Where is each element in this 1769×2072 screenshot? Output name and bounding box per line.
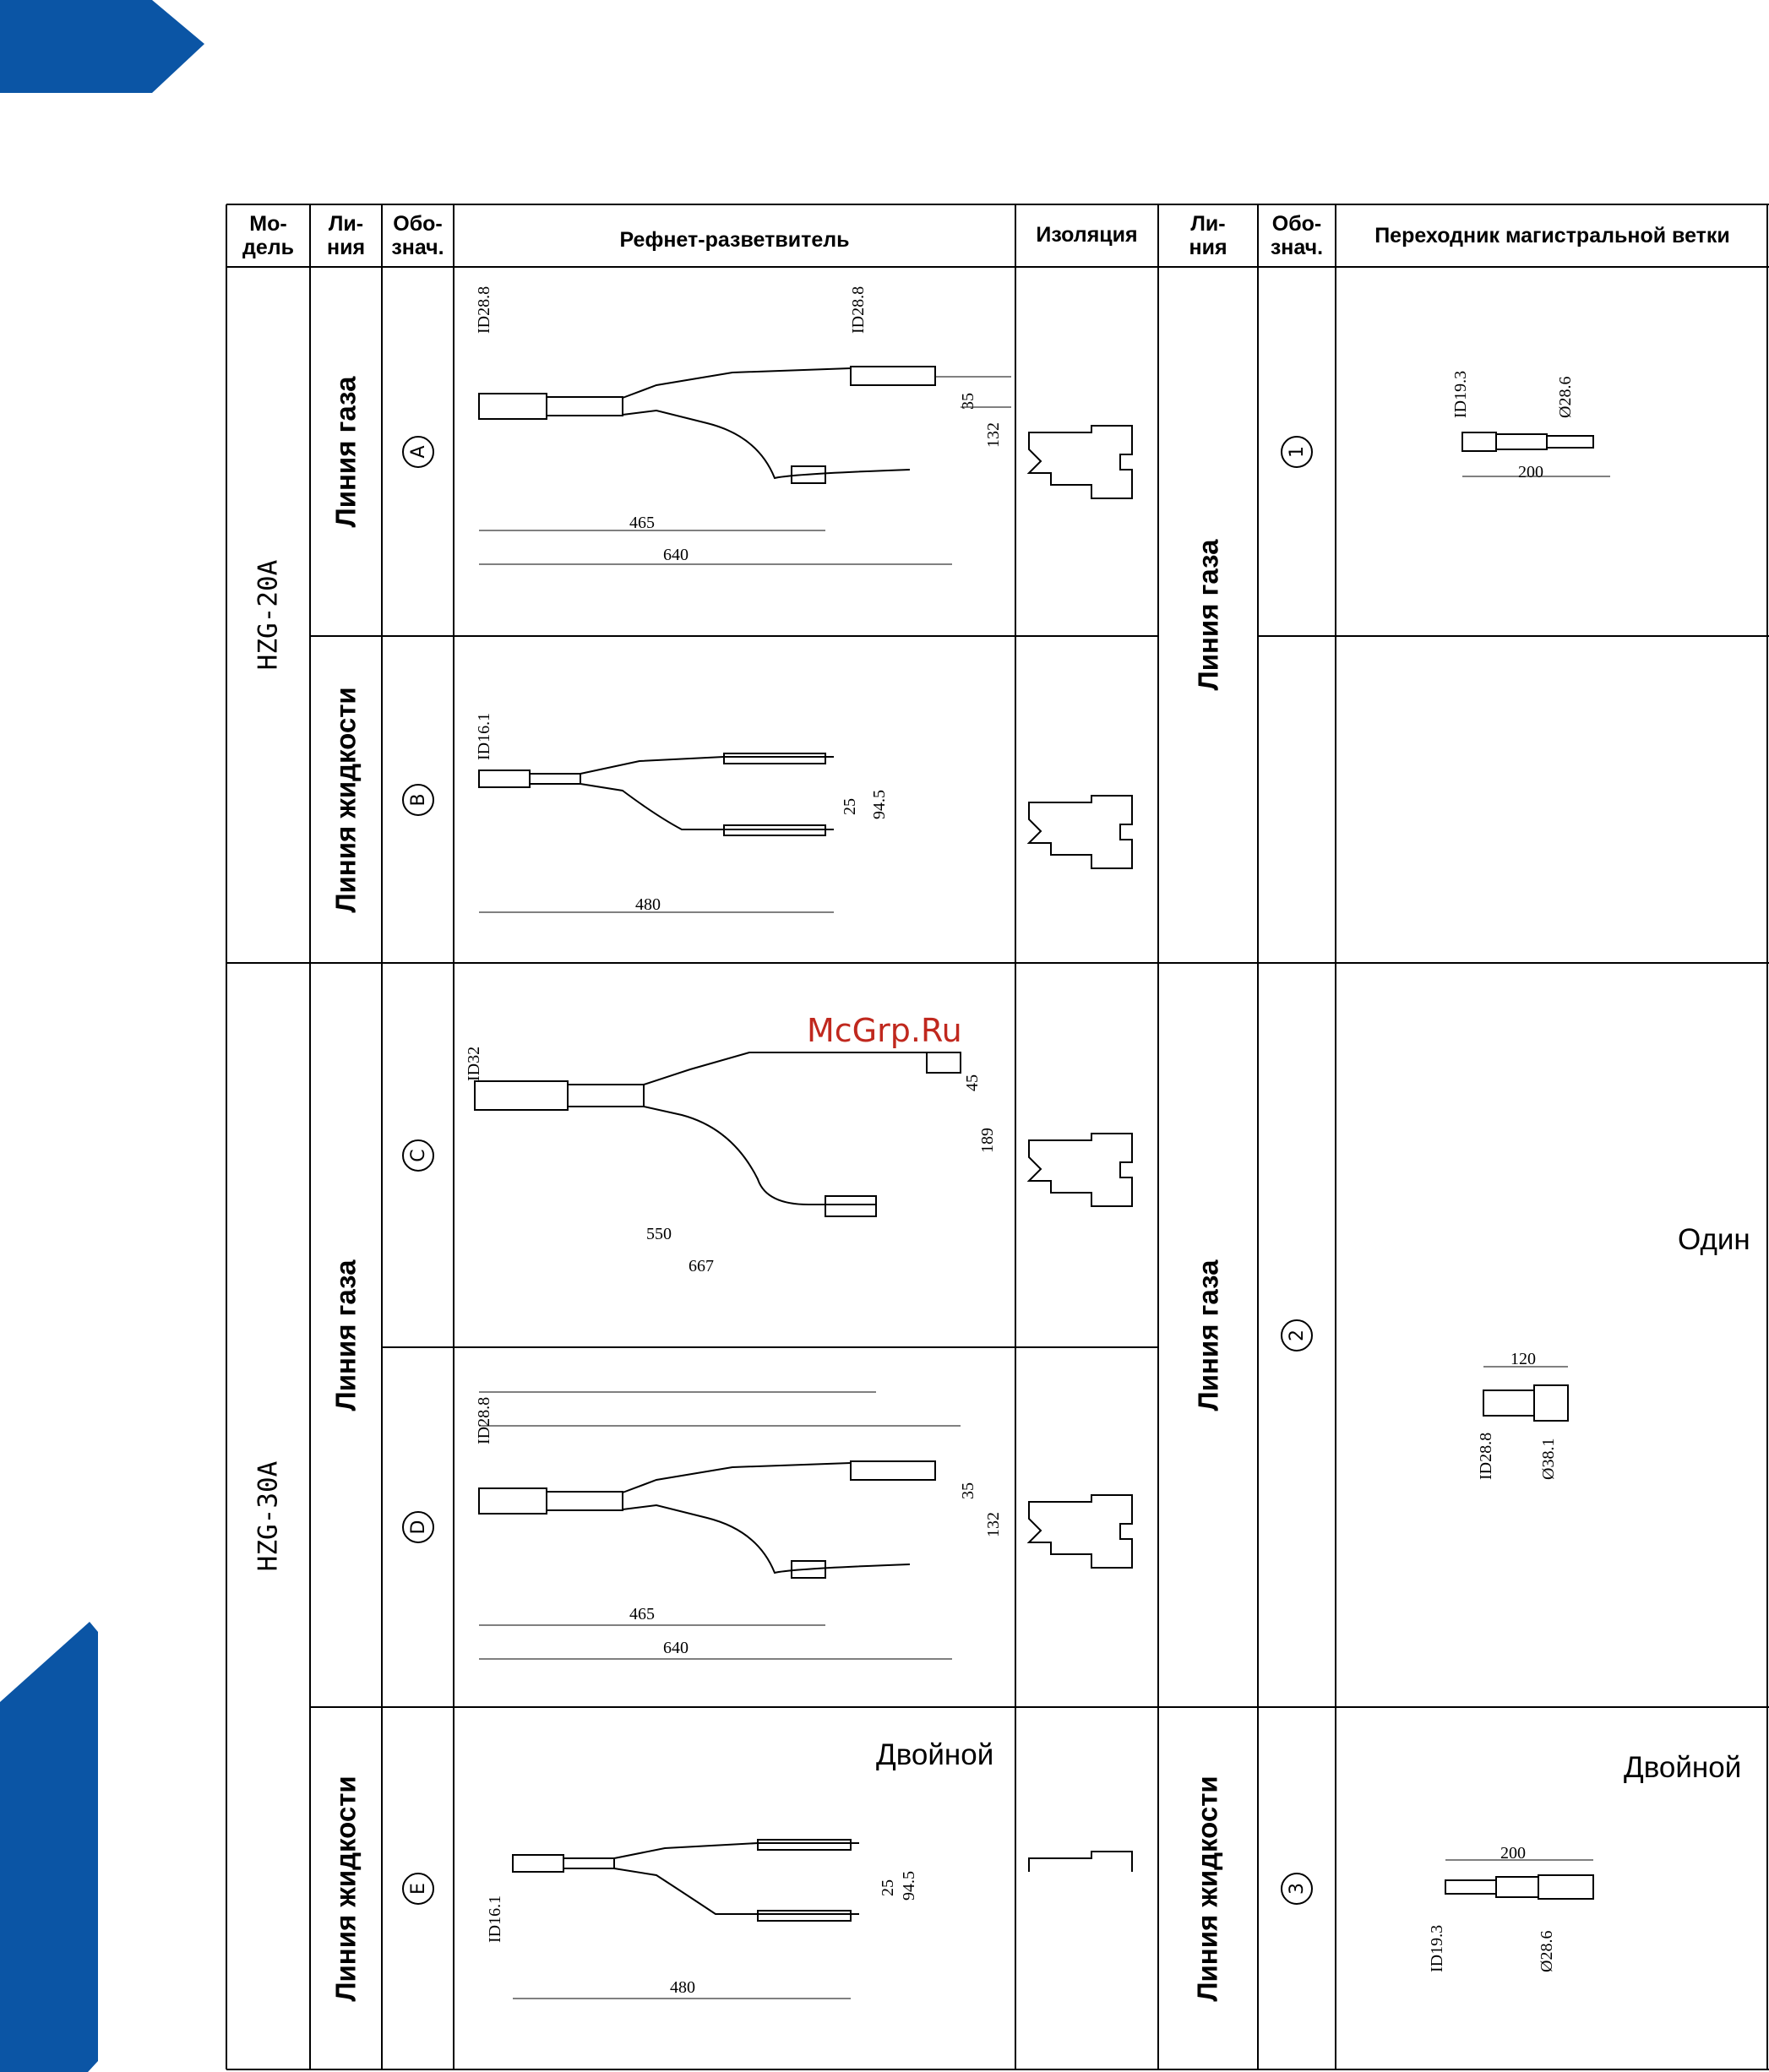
header-line-2: Ли- ния [1189, 212, 1227, 259]
dim-a-l1: 465 [629, 514, 655, 532]
note-double: Двойной [876, 1738, 994, 1771]
dim-p2-label-1: ID28.8 [1477, 1432, 1495, 1480]
dim-b-d1: 25 [841, 798, 859, 815]
dim-b-inlet: ID16.1 [475, 712, 493, 760]
dim-d-d2: 132 [984, 1512, 1003, 1537]
adapter-2 [1483, 1385, 1568, 1421]
header-adapter: Переходник магистральной ветки [1374, 224, 1730, 247]
watermark: McGrp.Ru [807, 1012, 962, 1049]
insulation-d [1029, 1495, 1132, 1568]
adapter-line-liquid-3: Линия жидкости [1192, 1775, 1224, 2002]
dim-c-l2: 667 [689, 1257, 714, 1275]
adapter-line-gas-2: Линия газа [1192, 1259, 1223, 1411]
refnet-a [479, 367, 935, 483]
refnet-e [513, 1840, 859, 1921]
dim-a-l2: 640 [663, 546, 689, 564]
insulation-shapes [1015, 267, 1158, 1872]
mark-b: B [382, 636, 454, 963]
adapter-3 [1445, 1875, 1593, 1899]
mark-e: E [382, 1707, 454, 2069]
insulation-b [1029, 796, 1132, 868]
note-single: Один [1678, 1223, 1750, 1256]
dim-p2-label-3: Ø38.1 [1539, 1438, 1558, 1480]
dim-d-d1: 35 [959, 1482, 977, 1499]
adapter-line-gas-1: Линия газа [1192, 539, 1223, 691]
refnet-c [475, 1052, 961, 1216]
header-refnet: Рефнет-разветвитель [619, 228, 850, 252]
header-mark-2: Обо- знач. [1270, 212, 1324, 259]
dim-p3-label-1: ID19.3 [1428, 1924, 1446, 1972]
dim-c-d1: 45 [963, 1074, 982, 1091]
dim-e-d2: 94.5 [900, 1871, 918, 1901]
mark-c: C [382, 963, 454, 1347]
header-line: Ли- ния [326, 212, 366, 259]
dim-p2-len: 120 [1510, 1350, 1536, 1368]
adapter-1 [1462, 432, 1593, 451]
line-gas-a: Линия газа [329, 376, 362, 527]
dim-p3-len: 200 [1500, 1844, 1526, 1863]
insulation-a [1029, 426, 1132, 498]
line-liquid-b: Линия жидкости [329, 686, 362, 913]
dim-a-out1: ID28.8 [849, 286, 868, 334]
dim-a-d1: 35 [959, 393, 977, 410]
adapter-mark-1: 1 [1258, 267, 1336, 636]
note-double-2: Двойной [1624, 1751, 1742, 1784]
header-insulation: Изоляция [1036, 223, 1138, 247]
model-hzg-30a: HZG-30A [253, 1460, 284, 1572]
header-mark: Обо- знач. [391, 212, 444, 259]
line-gas-cd: Линия газа [329, 1259, 362, 1411]
dim-e-d1: 25 [879, 1879, 897, 1896]
dim-c-inlet: ID32 [465, 1046, 483, 1081]
refnet-b [479, 753, 834, 835]
dim-e-l1: 480 [670, 1978, 695, 1997]
dim-p1-label-1: ID19.3 [1451, 370, 1470, 418]
refnet-drawings [454, 267, 1015, 2069]
dim-c-l1: 550 [646, 1225, 672, 1243]
adapter-drawings [1336, 267, 1767, 2069]
dim-c-d2: 189 [978, 1128, 997, 1153]
adapter-mark-3: 3 [1258, 1707, 1336, 2069]
dim-d-l1: 465 [629, 1605, 655, 1623]
dim-b-d2: 94.5 [870, 790, 889, 819]
dim-p1-len: 200 [1518, 463, 1543, 481]
insulation-e [1029, 1852, 1132, 1872]
dim-a-inlet: ID28.8 [475, 286, 493, 334]
header-model: Мо- дель [242, 212, 295, 259]
adapter-mark-2: 2 [1258, 963, 1336, 1707]
mark-d: D [382, 1347, 454, 1707]
dim-d-l2: 640 [663, 1639, 689, 1657]
dim-p1-label-4: Ø28.6 [1556, 376, 1575, 418]
dim-b-l1: 480 [635, 895, 661, 914]
dim-p3-label-4: Ø28.6 [1538, 1930, 1556, 1972]
mark-a: A [382, 267, 454, 636]
dim-a-d2: 132 [984, 422, 1003, 448]
insulation-c [1029, 1134, 1132, 1206]
refnet-d [479, 1461, 935, 1578]
dim-e-inlet: ID16.1 [486, 1895, 504, 1943]
line-liquid-e: Линия жидкости [329, 1775, 362, 2002]
model-hzg-20a: HZG-20A [253, 559, 284, 671]
dim-d-inlet: ID28.8 [475, 1396, 493, 1444]
